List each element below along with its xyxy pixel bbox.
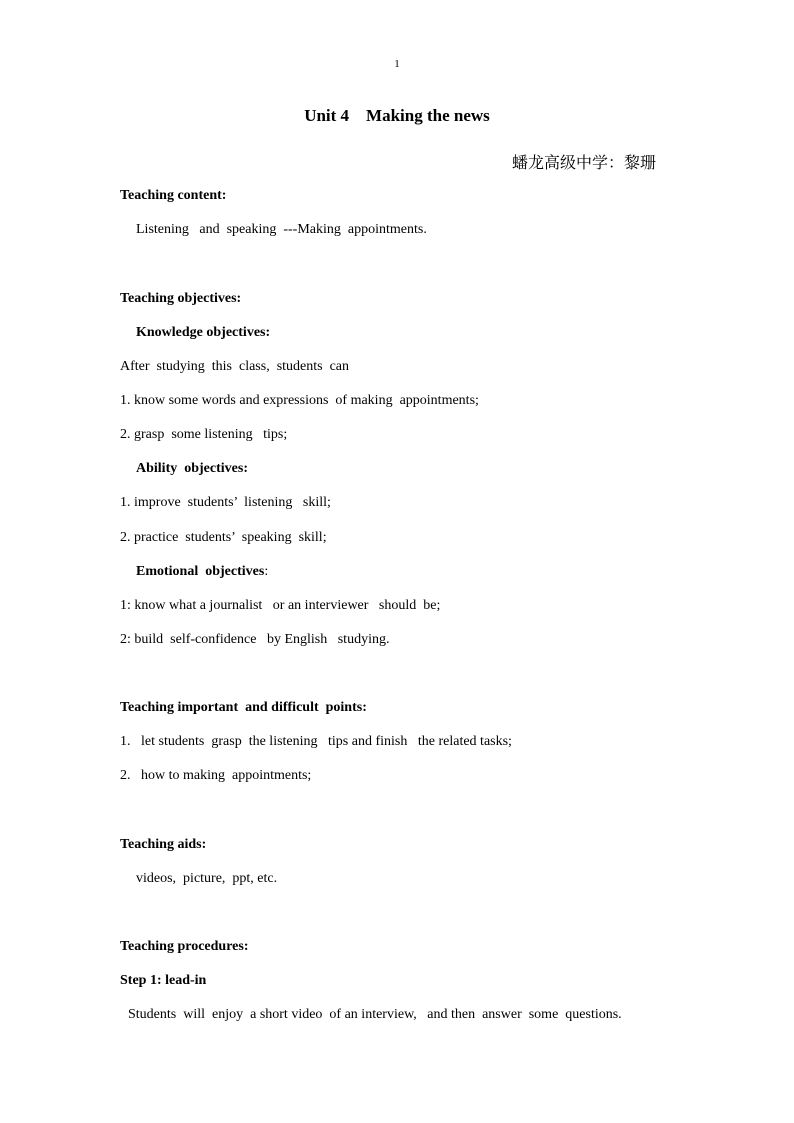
emotional-heading-colon: : <box>264 564 269 579</box>
ability-objectives-heading: Ability objectives: <box>136 461 248 476</box>
points-heading: Teaching important and difficult points: <box>120 700 367 715</box>
content-heading: Teaching content: <box>120 188 227 203</box>
ability-item: 1. improve students’ listening skill; <box>120 495 331 510</box>
step1-heading: Step 1: lead-in <box>120 973 207 988</box>
knowledge-intro: After studying this class, students can <box>120 359 350 374</box>
knowledge-objectives-heading: Knowledge objectives: <box>136 325 271 340</box>
author-line: 蟠龙高级中学：黎珊 <box>511 153 656 172</box>
emotional-item: 1: know what a journalist or an interviewer should be; <box>120 598 441 613</box>
aids-text: videos, picture, ppt, etc. <box>136 871 278 886</box>
points-item: 2. how to making appointments; <box>120 768 312 783</box>
emotional-heading-text: Emotional objectives <box>136 564 265 579</box>
content-text: Listening and speaking ---Making appointments. <box>136 222 427 237</box>
emotional-item: 2: build self-confidence by English studying. <box>120 632 390 647</box>
objectives-heading: Teaching objectives: <box>120 291 242 306</box>
emotional-objectives-heading <box>136 563 268 581</box>
knowledge-item: 2. grasp some listening tips; <box>120 427 288 442</box>
points-item: 1. let students grasp the listening tips and finish the related tasks; <box>120 734 512 749</box>
page-number: 1 <box>394 58 400 70</box>
procedures-heading: Teaching procedures: <box>120 939 249 954</box>
document-title: Unit 4 Making the news <box>304 106 490 125</box>
knowledge-item: 1. know some words and expressions of making appointments; <box>120 393 479 408</box>
step1-text: Students will enjoy a short video of an interview, and then answer some questions. <box>128 1007 622 1022</box>
ability-item: 2. practice students’ speaking skill; <box>120 530 327 545</box>
aids-heading: Teaching aids: <box>120 837 207 852</box>
